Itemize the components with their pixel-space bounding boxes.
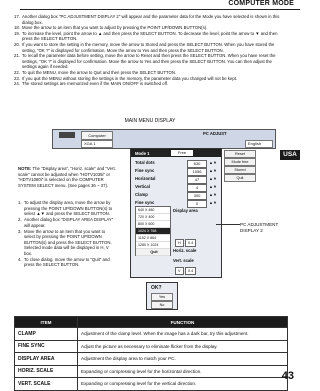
column-header-function: FUNCTION (78, 317, 288, 328)
computer-mode-button[interactable]: Computer (81, 131, 113, 140)
horiz-scale-label: Horiz. scale (173, 248, 197, 253)
step-item (14, 81, 282, 87)
adjust-arrows-icon[interactable]: ▲▼ (209, 184, 217, 189)
list-item[interactable]: 640 X 480 (136, 207, 170, 214)
header-rule (20, 9, 300, 10)
main-menu-bar (52, 129, 276, 149)
step-text: To increase the level, point the arrow to ▲ and then press the SELECT BUTTON. To decrease the level, point the arrow to ▼ and then press the SELECT BUTTON. (22, 30, 278, 42)
page-number: 43 (281, 370, 294, 382)
list-item (18, 200, 116, 217)
note-text: The "Display area", "Horiz. scale" and "Vert. scale" cannot be adjusted when "HDTV1035i" or "HDTV1080i" is selected on the COMPUTER SYSTEM SELECT menu. (See pages 36 ~ 37). (18, 166, 116, 188)
display-area-list (135, 206, 171, 256)
mode-free-button[interactable]: Mode free (224, 158, 256, 166)
column-header-item: ITEM (15, 317, 78, 328)
function-cell: Expanding or compressing level for the horizontal direction. (78, 365, 288, 378)
page-title: COMPUTER MODE (228, 0, 294, 7)
table-row (15, 328, 288, 341)
adjust-arrows-icon[interactable]: ▲▼ (209, 168, 217, 173)
stored-button[interactable]: Stored (224, 166, 256, 174)
step-text: Move the arrow to an item that you want to adjust by pressing the POINT UP/DOWN BUTTON(s). (22, 25, 208, 31)
item-text: Move the arrow to an item that you want to select by pressing the POINT UP/DOWN BUTTON(s) and press the SELECT BUTTON. Selected mode data will be displayed in H, V box. (24, 228, 112, 256)
item-number: 1. (18, 200, 22, 205)
param-label: Vertical (135, 184, 150, 189)
step-text: To recall the parameter data before setting, move the arrow to Reset and then press the SELECT BUTTON. When you have reset the settings, "OK ?" is displayed for confirmation. Move the arrow to Yes and then press the SELECT BUTTON. You can then adjust the settings again if needed. (22, 53, 276, 70)
step-item (14, 31, 282, 42)
item-number: 2. (18, 217, 22, 222)
param-value: 630 (187, 160, 207, 168)
list-item-selected[interactable]: 1024 X 768 (136, 228, 170, 235)
param-label: Horizontal (135, 176, 156, 181)
step-item (14, 42, 282, 53)
list-quit-button[interactable]: Quit (136, 249, 170, 256)
vert-scale-row (173, 257, 219, 265)
item-text: To adjust the display area, move the arrow by pressing the POINT UP/DOWN BUTTON(s) to select ▲▼ and press the SELECT BUTTON. (24, 200, 113, 216)
item-text: To close dialog, move the arrow to "Quit" and press the SELECT BUTTON. (24, 256, 110, 267)
display-area-steps (18, 200, 116, 268)
mode-label: Mode 1 (135, 151, 150, 156)
table-row (15, 365, 288, 378)
mode-value: Free (171, 150, 193, 156)
list-item[interactable]: 720 X 400 (136, 214, 170, 221)
logo-icon (59, 132, 75, 138)
vert-scale-value: 0.4 (185, 267, 196, 275)
ok-title: OK? (151, 285, 162, 291)
param-row (135, 175, 217, 183)
param-row (135, 167, 217, 175)
dialog-header (131, 149, 221, 157)
step-number: 22. (14, 69, 20, 75)
param-label: Total dots (135, 160, 155, 165)
step-item (14, 53, 282, 70)
pc-adjust-label: PC ADJUST (203, 131, 227, 136)
param-label: Fine sync (135, 200, 155, 205)
step-item (14, 14, 282, 25)
param-row (135, 159, 217, 167)
table-row (15, 353, 288, 366)
dialog-side-buttons (222, 148, 256, 214)
display-area-row (173, 207, 217, 215)
callout-label (240, 222, 278, 234)
callout-line: DISPLAY 2 (240, 228, 263, 233)
param-label: Fine sync (135, 168, 155, 173)
quit-button[interactable]: Quit (224, 174, 256, 182)
list-item (18, 217, 116, 228)
reset-button[interactable]: Reset (224, 150, 256, 158)
steps-list (14, 14, 282, 87)
note-head: NOTE: (18, 166, 32, 171)
param-value: 47 (187, 176, 207, 184)
function-cell: Adjustment the display area to match your PC. (78, 353, 288, 366)
item-number: 3. (18, 228, 22, 234)
display-area-label: Display area (173, 208, 198, 213)
table-row (15, 340, 288, 353)
figure-title: MAIN MENU DISPLAY (124, 118, 176, 124)
param-value: 300 (187, 192, 207, 200)
yes-button[interactable]: Yes (151, 293, 173, 301)
item-text: Another dialog box "DISPLAY AREA DISPLAY" will appear. (24, 217, 114, 228)
usa-tab: USA (280, 150, 300, 160)
item-number: 4. (18, 256, 22, 262)
list-item (18, 229, 116, 257)
adjust-arrows-icon[interactable]: ▲▼ (209, 200, 217, 205)
param-value: 0 (187, 200, 207, 208)
horiz-scale-value: 0.4 (185, 239, 196, 247)
horiz-scale-row (173, 247, 219, 255)
page-header (0, 0, 300, 10)
param-row (135, 183, 217, 191)
vert-scale-label: Vert. scale (173, 258, 194, 263)
list-item (18, 257, 116, 268)
h-label: H (175, 239, 184, 247)
pc-adjustment-dialog (130, 148, 222, 278)
step-number: 19. (14, 30, 20, 36)
step-number: 23. (14, 75, 20, 81)
table-row (15, 378, 288, 391)
step-text: If you quit the MENU without storing the settings in the memory, the parameter data you changed will not be kept. (22, 75, 238, 81)
param-label: Clamp (135, 192, 148, 197)
param-row (135, 191, 217, 199)
list-item[interactable]: 800 X 600 (136, 221, 170, 228)
step-text: To quit the MENU, move the arrow to Quit and then press the SELECT BUTTON. (22, 69, 177, 75)
list-item[interactable]: 1152 X 864 (136, 235, 170, 242)
item-cell: DISPLAY AREA (15, 353, 78, 366)
adjust-arrows-icon[interactable]: ▲▼ (209, 192, 217, 197)
step-text: If you want to store the setting in the memory, move the arrow to Stored and press the SELECT BUTTON. When you have stored the setting, "OK ?" is displayed for confirmation. Move the arrow to Yes and then press the SELECT BUTTON. (22, 41, 275, 53)
ok-confirm-dialog (146, 282, 178, 310)
callout-line: PC ADJUSTMENT (240, 222, 279, 227)
item-cell: VERT. SCALE (15, 378, 78, 391)
callout-leader-line (216, 224, 240, 225)
item-cell: CLAMP (15, 328, 78, 341)
function-cell: Adjust the picture as necessary to eliminate flicker from the display. (78, 340, 288, 353)
param-value: 1056 (187, 168, 207, 176)
step-number: 18. (14, 25, 20, 31)
step-number: 24. (14, 81, 20, 87)
item-cell: FINE SYNC (15, 340, 78, 353)
step-number: 17. (14, 14, 20, 19)
list-item[interactable]: 1280 X 1024 (136, 242, 170, 249)
v-label: V (175, 267, 184, 275)
adjust-arrows-icon[interactable]: ▲▼ (209, 160, 217, 165)
function-cell: Expanding or compressing level for the vertical direction. (78, 378, 288, 391)
adjust-arrows-icon[interactable]: ▲▼ (209, 176, 217, 181)
no-button[interactable]: No (151, 301, 173, 309)
step-text: Another dialog box "PC ADJUSTMENT DISPLAY 2" will appear and the parameter data for the Mode you have selected is shown in this dialog box. (22, 14, 280, 25)
function-table (14, 316, 288, 391)
language-field[interactable]: English (245, 140, 273, 148)
step-text: The stored settings are memorized even if the MAIN ON/OFF is switched off. (22, 81, 169, 87)
note-block (18, 166, 118, 188)
item-cell: HORIZ. SCALE (15, 365, 78, 378)
step-number: 21. (14, 53, 20, 59)
step-number: 20. (14, 41, 20, 47)
input-mode-field[interactable]: XGA 1 (81, 140, 113, 148)
function-cell: Adjustment of the clamp level. When the image has a dark bar, try this adjustment. (78, 328, 288, 341)
table-header-row (15, 317, 288, 328)
param-value: 4 (187, 184, 207, 192)
